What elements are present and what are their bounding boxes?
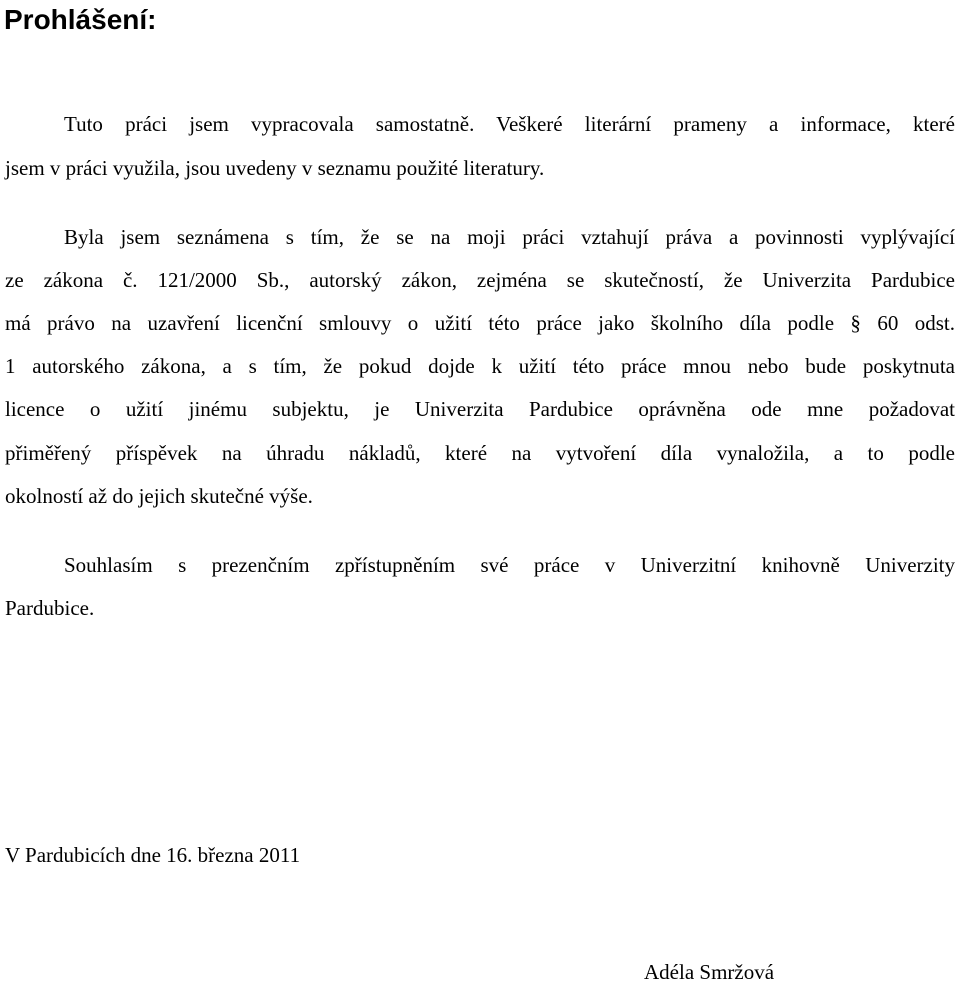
place-and-date: V Pardubicích dne 16. března 2011: [5, 843, 301, 867]
paragraph-line: Byla jsem seznámena s tím, že se na moji práci vztahují práva a povinnosti vyplývající: [64, 225, 955, 249]
paragraph-line: licence o užití jinému subjektu, je Univerzita Pardubice oprávněna ode mne požadovat: [5, 397, 955, 421]
paragraph-line: ze zákona č. 121/2000 Sb., autorský zákon, zejména se skutečností, že Univerzita Pardubice: [5, 268, 955, 292]
page-title: Prohlášení:: [4, 4, 157, 35]
paragraph-line: 1 autorského zákona, a s tím, že pokud dojde k užití této práce mnou nebo bude poskytnuta: [5, 354, 955, 378]
paragraph-line: má právo na uzavření licenční smlouvy o užití této práce jako školního díla podle § 60 odst.: [5, 311, 955, 335]
author-signature-name: Adéla Smržová: [644, 960, 775, 984]
paragraph-line: okolností až do jejich skutečné výše.: [5, 484, 313, 508]
paragraph-line: Souhlasím s prezenčním zpřístupněním své práce v Univerzitní knihovně Univerzity: [64, 553, 955, 577]
paragraph-line: Tuto práci jsem vypracovala samostatně. Veškeré literární prameny a informace, které: [64, 112, 955, 136]
paragraph-line: Pardubice.: [5, 596, 95, 620]
paragraph-line: jsem v práci využila, jsou uvedeny v seznamu použité literatury.: [5, 156, 545, 180]
paragraph-line: přiměřený příspěvek na úhradu nákladů, které na vytvoření díla vynaložila, a to podle: [5, 441, 955, 465]
